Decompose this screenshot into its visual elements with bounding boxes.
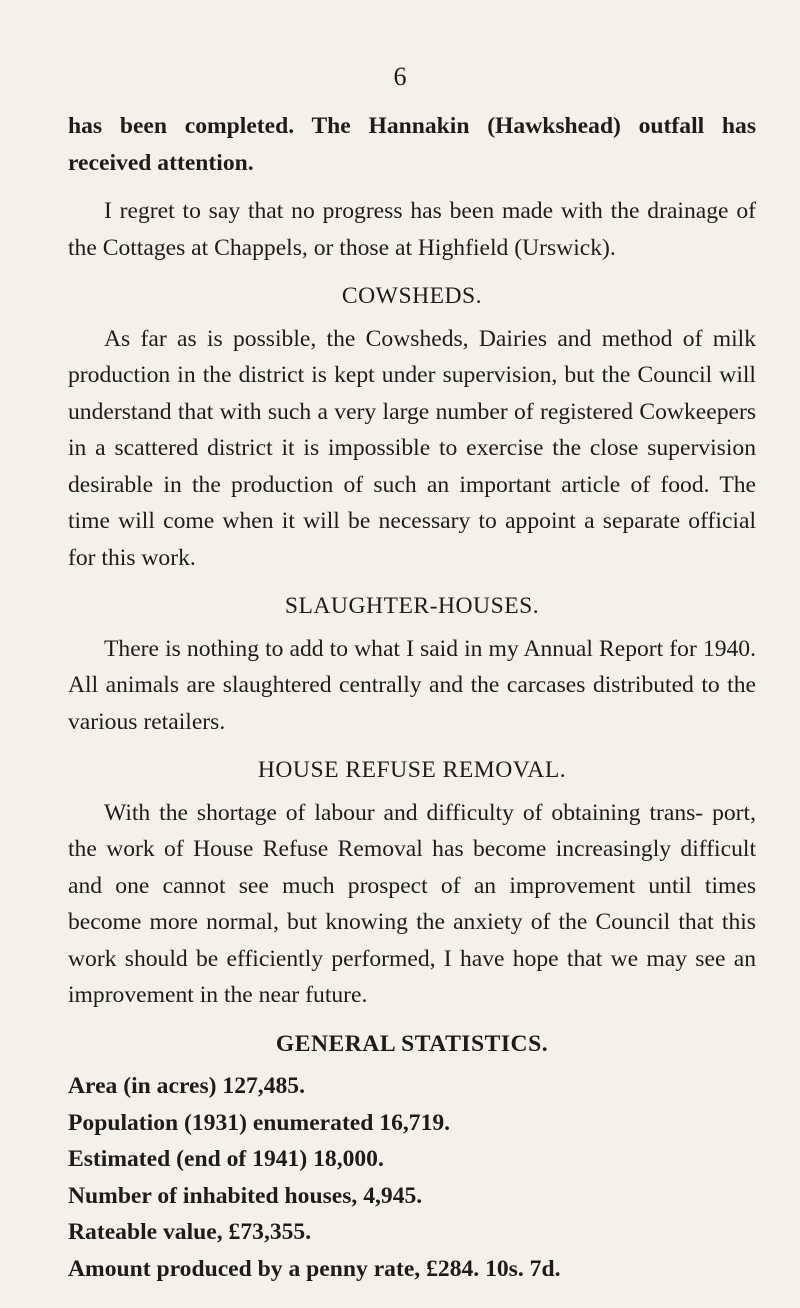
statistics-item: Estimated (end of 1941) 18,000. [68,1146,384,1172]
paragraph-house-refuse-removal: With the shortage of labour and difficulty of obtaining trans- port, the work of House Refuse Removal has become increasingly difficult and one cannot see much prospect of an improvement until times become more normal, but knowing the anxiety of the Council that this work should be efficiently performed, I have hope that we may see an improvement in the near future. [68,799,756,1008]
paragraph-slaughter-houses: There is nothing to add to what I said in my Annual Report for 1940. All animals are slaughtered centrally and the carcases distributed to the various retailers. [68,635,756,735]
statistics-item: Rateable value, £73,355. [68,1219,312,1245]
statistics-list [68,1068,756,1287]
paragraph-drainage: I regret to say that no progress has been made with the drainage of the Cottages at Chappels, or those at Highfield (Urswick). [68,198,756,261]
statistics-item: Amount produced by a penny rate, £284. 10s. 7d. [68,1255,561,1282]
statistics-item: Number of inhabited houses, 4,945. [68,1182,423,1209]
page-number: 6 [393,62,407,91]
heading-slaughter-houses: SLAUGHTER-HOUSES. [284,593,540,619]
statistics-item: Population (1931) enumerated 16,719. [68,1109,451,1136]
paragraph-outfall: has been completed. The Hannakin (Hawkshead) outfall has received attention. [68,113,756,176]
statistics-item: Area (in acres) 127,485. [68,1073,305,1099]
heading-general-statistics: GENERAL STATISTICS. [275,1030,549,1057]
paragraph-cowsheds: As far as is possible, the Cowsheds, Dairies and method of milk production in the district is kept under supervision, but the Council will understand that with such a very large number of registered Cowkeepers in a scattered district it is impossible to exercise the close supervision desirable in the production of such an important article of food. The time will come when it will be necessary to appoint a separate official for this work. [68,325,756,571]
document-body [68,108,756,1287]
heading-cowsheds: COWSHEDS. [341,283,483,309]
heading-house-refuse-removal: HOUSE REFUSE REMOVAL. [257,757,567,783]
